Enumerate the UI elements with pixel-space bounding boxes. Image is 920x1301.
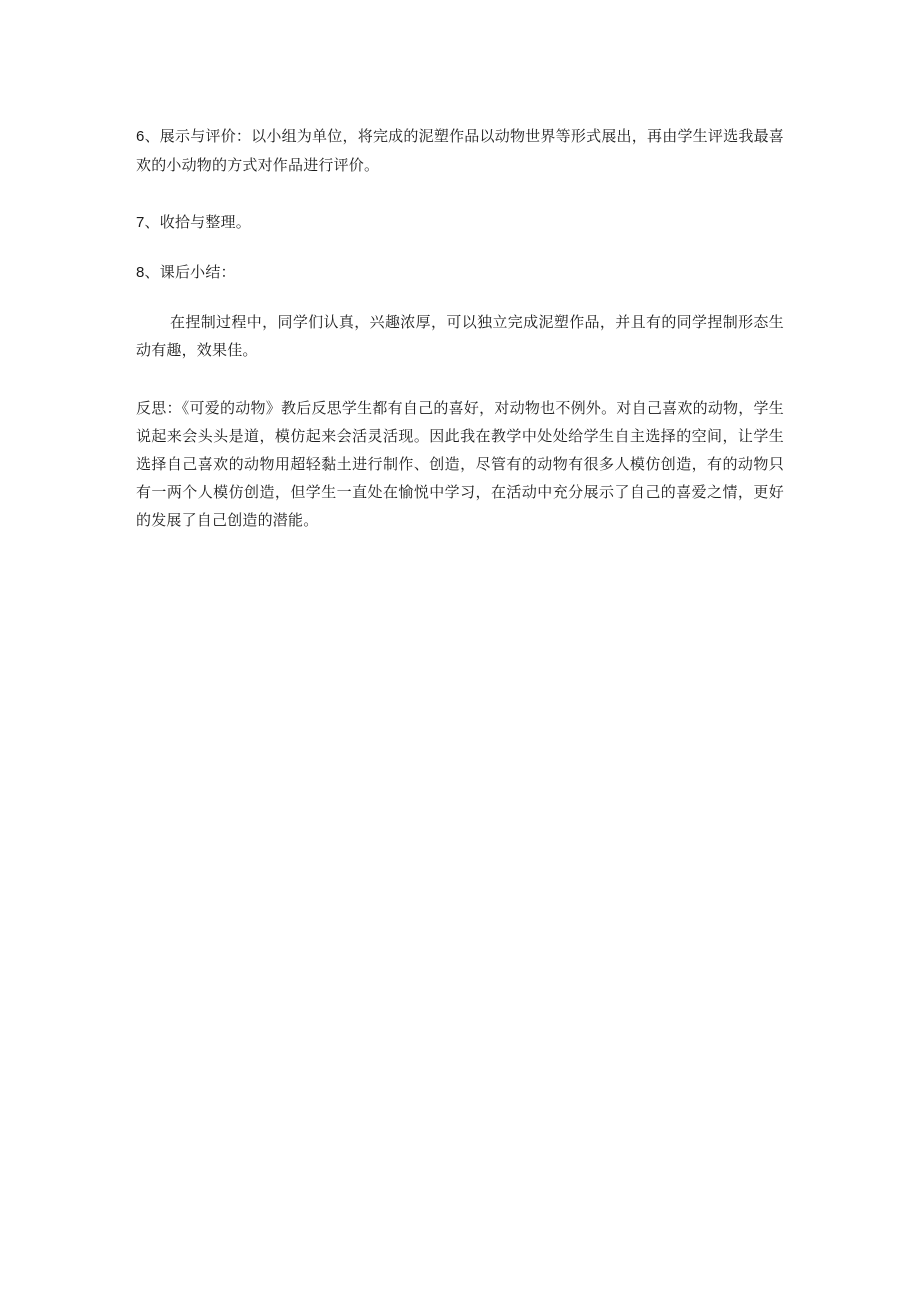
- step-8-text: 、课后小结：: [144, 263, 236, 281]
- step-8-number: 8: [136, 264, 145, 281]
- step-6-paragraph: [136, 122, 784, 179]
- step-7-text: 、收拾与整理。: [144, 213, 251, 231]
- step-6-text: 、展示与评价：以小组为单位，将完成的泥塑作品以动物世界等形式展出，再由学生评选我最喜欢的小动物的方式对作品进行评价。: [136, 127, 784, 174]
- reflection-paragraph: 反思：《可爱的动物》教后反思学生都有自己的喜好，对动物也不例外。对自己喜欢的动物，学生说起来会头头是道，模仿起来会活灵活现。因此我在教学中处处给学生自主选择的空间，让学生选择自己喜欢的动物用超轻黏土进行制作、创造，尽管有的动物有很多人模仿创造，有的动物只有一两个人模仿创造，但学生一直处在愉悦中学习，在活动中充分展示了自己的喜爱之情，更好的发展了自己创造的潜能。: [136, 399, 784, 529]
- step-8-paragraph: [136, 258, 784, 287]
- step-7-paragraph: [136, 208, 784, 237]
- step-6-number: 6: [136, 128, 145, 145]
- step-7-number: 7: [136, 214, 145, 231]
- summary-paragraph: 在捏制过程中，同学们认真，兴趣浓厚，可以独立完成泥塑作品，并且有的同学捏制形态生动有趣，效果佳。: [136, 313, 784, 359]
